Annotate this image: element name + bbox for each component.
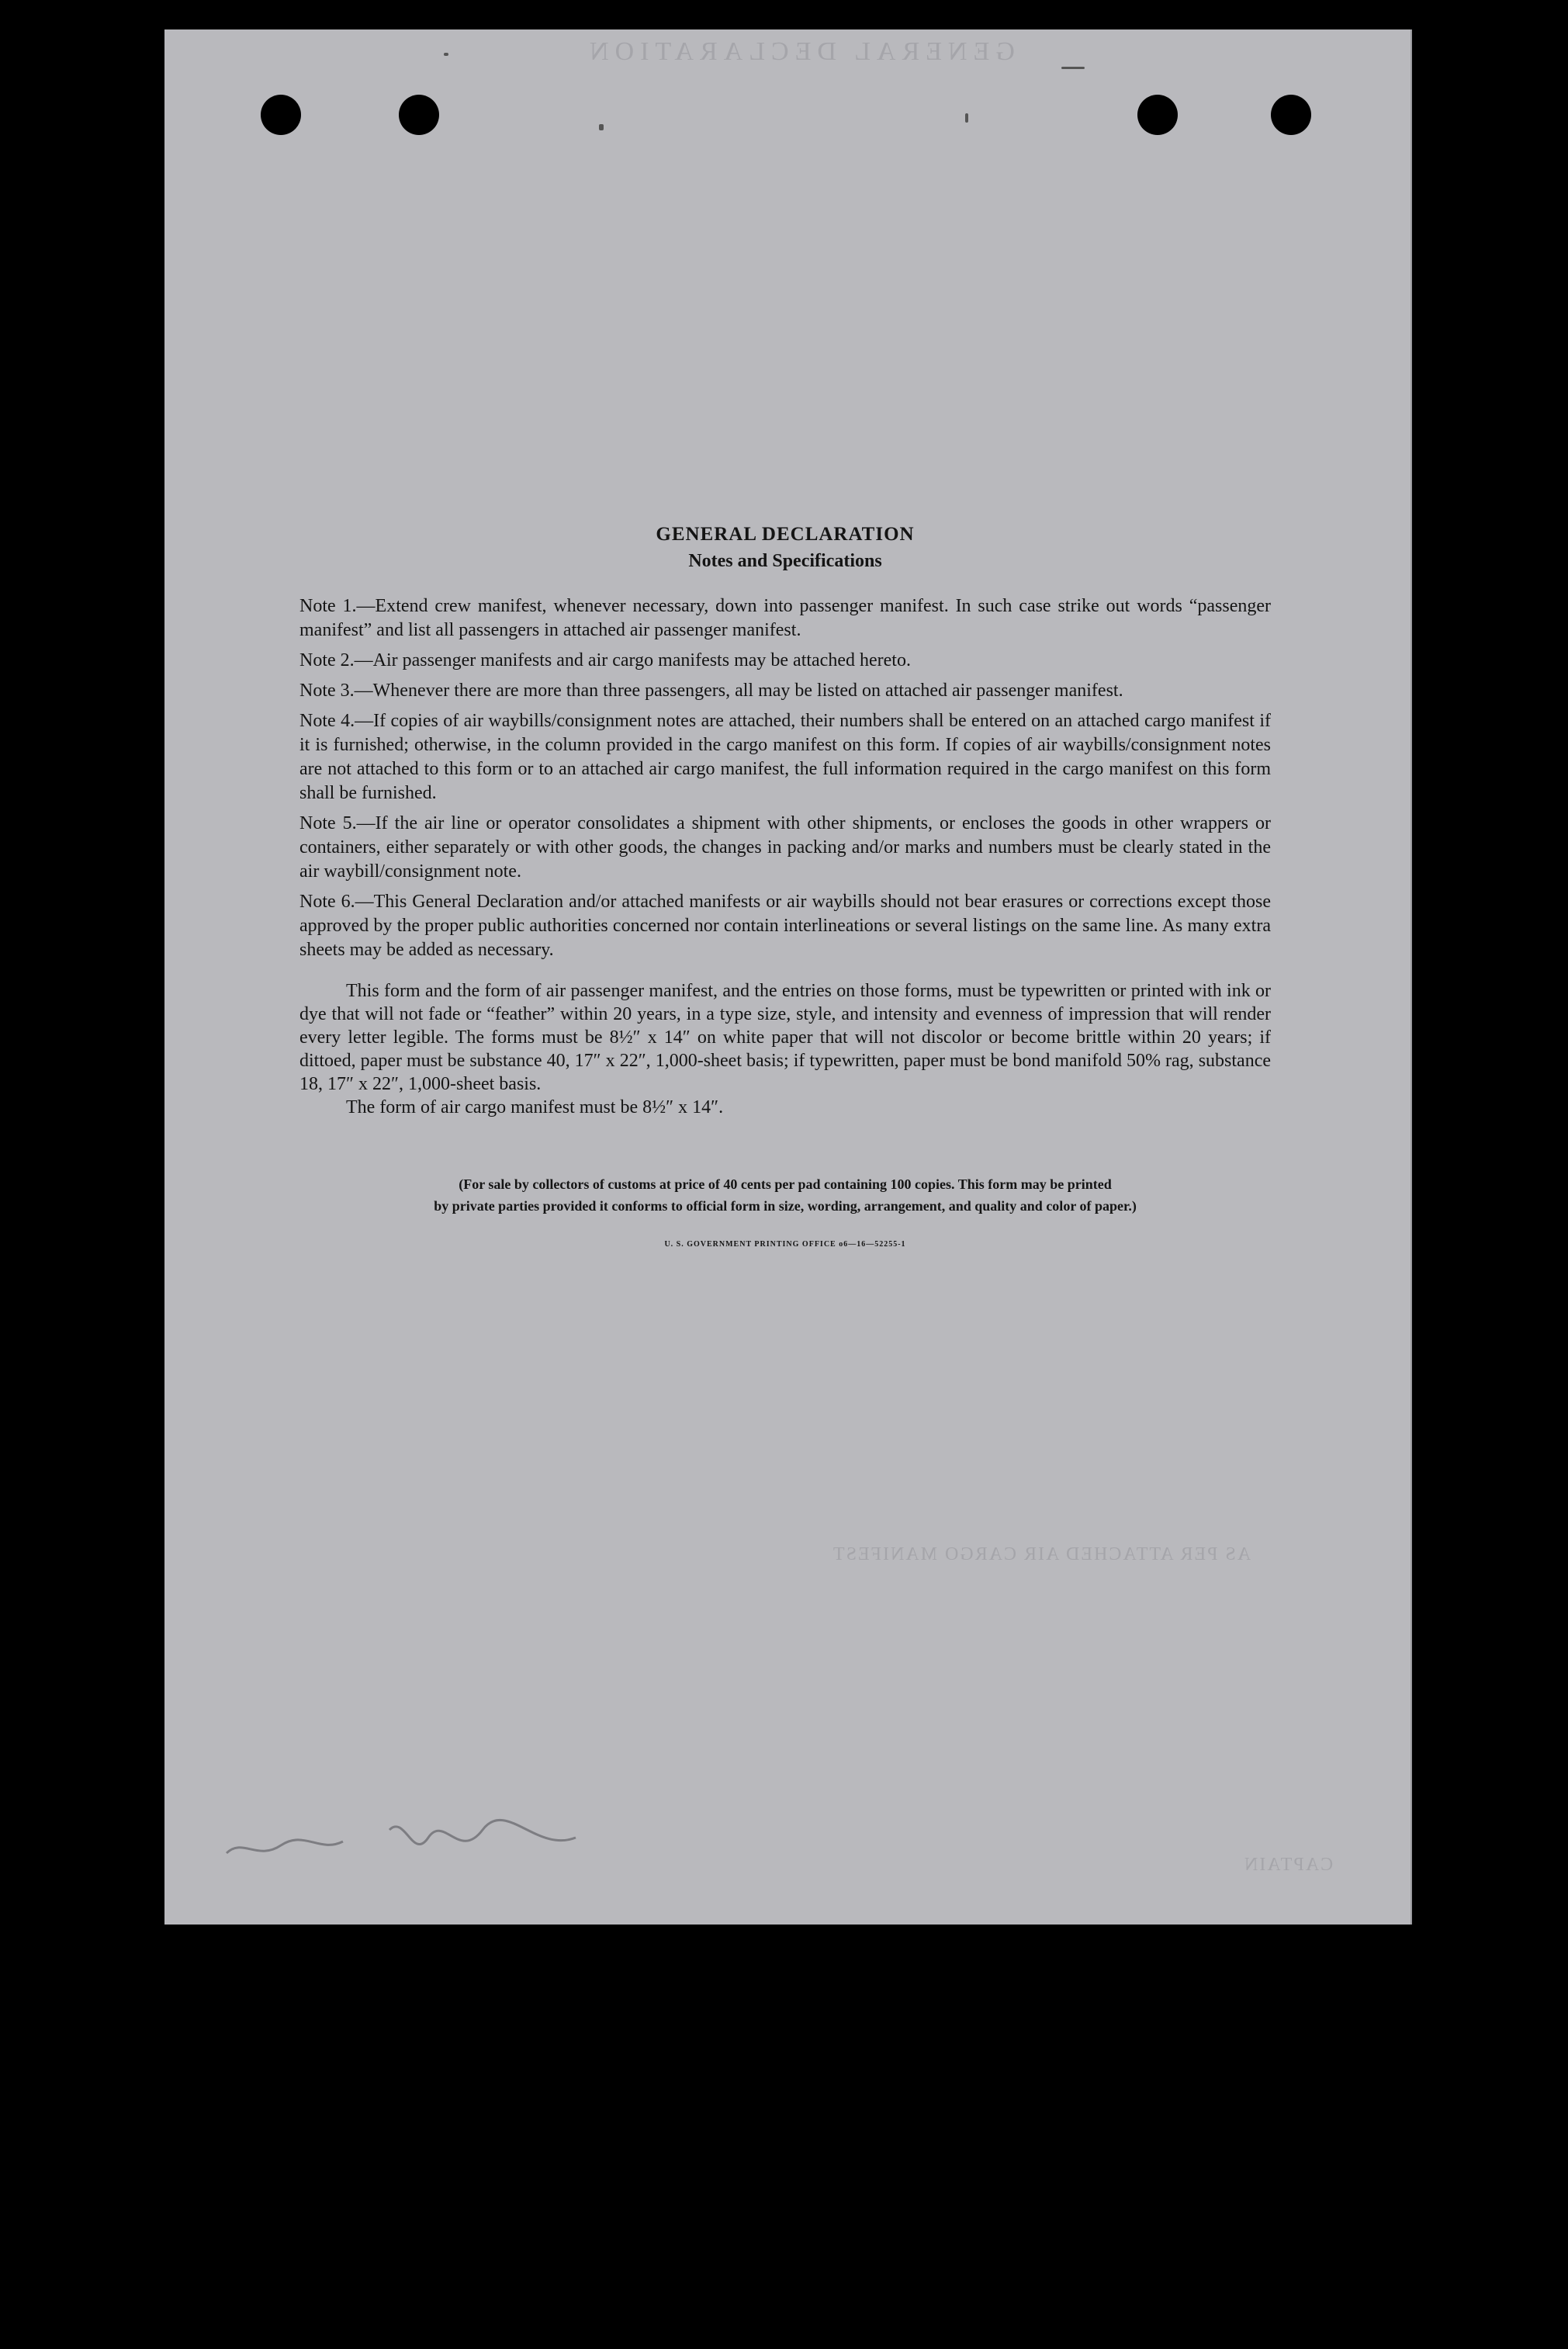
punch-hole-4 (1271, 95, 1311, 135)
note-3-body: —Whenever there are more than three passengers, all may be listed on attached air passenger manifest. (354, 681, 1123, 701)
note-1 (299, 594, 1271, 643)
sale-footnote (299, 1173, 1271, 1217)
note-5-body: —If the air line or operator consolidates a shipment with other shipments, or encloses the goods in other wrappers or containers, either separately or with other goods, the changes in packing and/or marks and numbers must be clearly stated in the air waybill/consignment note. (299, 813, 1271, 882)
note-4 (299, 709, 1271, 806)
page-subtitle: Notes and Specifications (688, 551, 882, 571)
note-4-body: —If copies of air waybills/consignment notes are attached, their numbers shall be entered on an attached cargo manifest if it is furnished; otherwise, in the column provided in the cargo manifest on this form. If copies of air waybills/consignment notes are not attached to this form or to an attached air cargo manifest, the full information required in the cargo manifest on this form shall be furnished. (299, 711, 1272, 803)
ink-speck (599, 124, 604, 130)
printer-imprint: U. S. GOVERNMENT PRINTING OFFICE o6—16—52255-1 (664, 1240, 906, 1249)
note-4-text (299, 709, 1271, 806)
punch-hole-3 (1137, 95, 1178, 135)
note-2-body: —Air passenger manifests and air cargo manifests may be attached hereto. (354, 650, 911, 670)
general-declaration-notes (299, 521, 1271, 1249)
sale-footnote-line-1: (For sale by collectors of customs at price of 40 cents per pad containing 100 copies. This form may be printed (459, 1176, 1112, 1192)
punch-hole-1 (261, 95, 301, 135)
cargo-manifest-size-paragraph: The form of air cargo manifest must be 8½″ x 14″. (346, 1097, 724, 1117)
note-1-body: —Extend crew manifest, whenever necessary, down into passenger manifest. In such case strike out words “passenger manifest” and list all passengers in attached air passenger manifest. (299, 596, 1272, 640)
note-3-text (299, 679, 1271, 703)
signature-bleed-through (211, 1807, 599, 1869)
ink-speck (444, 53, 448, 56)
note-5-text (299, 812, 1271, 884)
note-2-text (299, 649, 1271, 673)
bleed-through-cargo-line: AS PER ATTACHED AIR CARGO MANIFEST (832, 1544, 1251, 1564)
bleed-through-captain: CAPTAIN (1243, 1855, 1334, 1875)
punch-hole-2 (399, 95, 439, 135)
note-3-label: Note 3. (299, 681, 355, 701)
note-6-text (299, 890, 1271, 962)
note-3 (299, 679, 1271, 703)
note-4-label: Note 4. (299, 711, 355, 731)
note-1-label: Note 1. (299, 596, 357, 616)
note-5 (299, 812, 1271, 884)
form-specification-paragraph: This form and the form of air passenger manifest, and the entries on those forms, must be typewritten or printed with ink or dye that will not fade or “feather” within 20 years, in a type size, style, and intensity and evenness of impression that will render every letter legible. The forms must be 8½″ x 14″ on white paper that will not discolor or become brittle within 20 years; if dittoed, paper must be substance 40, 17″ x 22″, 1,000-sheet basis; if typewritten, paper must be bond manifold 50% rag, substance 18, 17″ x 22″, 1,000-sheet basis. (299, 981, 1271, 1094)
ink-speck (965, 113, 968, 123)
note-1-text (299, 594, 1271, 643)
bleed-through-heading: GENERAL DECLARATION (583, 37, 1015, 66)
sale-footnote-line-2: by private parties provided it conforms to official form in size, wording, arrangement, and quality and color of paper.) (434, 1198, 1137, 1214)
note-2 (299, 649, 1271, 673)
note-6-body: —This General Declaration and/or attached manifests or air waybills should not bear erasures or corrections except those approved by the proper public authorities concerned nor contain interlineations or several listings on the same line. As many extra sheets may be added as necessary. (299, 892, 1271, 960)
note-6-label: Note 6. (299, 892, 355, 912)
note-5-label: Note 5. (299, 813, 357, 833)
page-title: GENERAL DECLARATION (656, 524, 915, 545)
note-2-label: Note 2. (299, 650, 355, 670)
note-6 (299, 890, 1271, 962)
ink-speck (1061, 67, 1085, 69)
